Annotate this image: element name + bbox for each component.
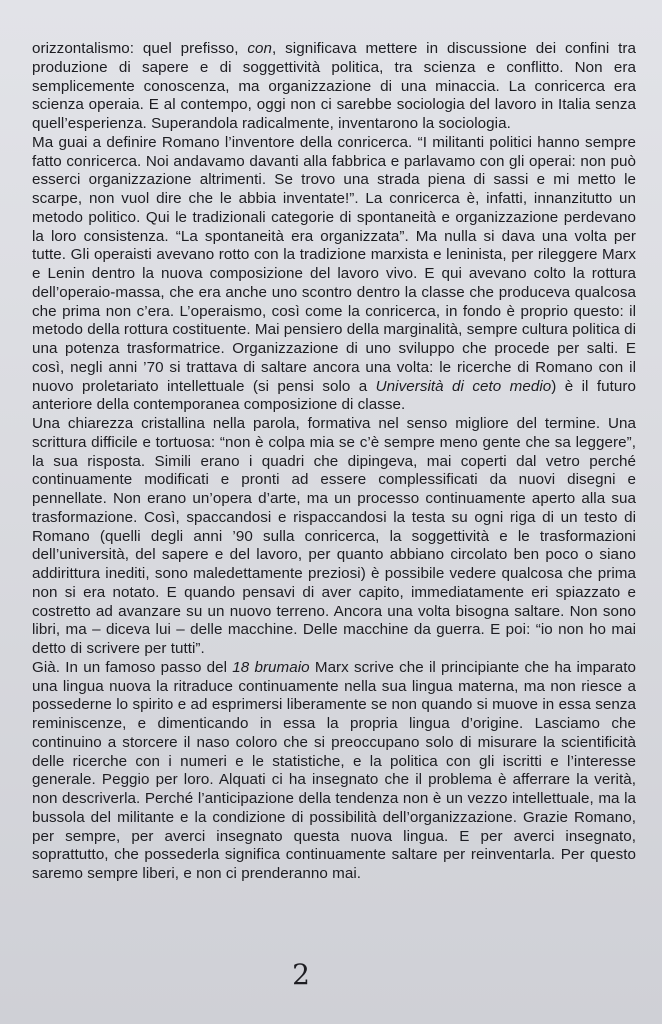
- emphasis-con: con: [247, 40, 273, 57]
- paragraph-text: Ma guai a definire Romano l’inventore della conricerca. “I militanti politici hanno sempre fatto conricerca. Noi andavamo davanti alla fabbrica e parlavamo con gli operai: non può esserci organizzazione altrimenti. Se trovo una strada piena di sassi e mi metto le scarpe, non vuol dire che le abbia inventate!”. La conricerca è, infatti, innanzitutto un metodo politico. Qui le tradizionali categorie di spontaneità e organizzazione perdevano la loro consistenza. “La spontaneità era organizzata”. Ma nulla si dava una volta per tutte. Gli operaisti avevano rotto con la tradizione marxista e leninista, per rileggere Marx e Lenin dentro la nuova composizione del lavoro vivo. E qui avevano colto la rottura dell’operaio-massa, che era anche uno scontro dentro la classe che produceva qualcosa che prima non c’era. L’operaismo, così come la conricerca, in fondo è proprio questo: il metodo della rottura costituente. Mai pensiero della marginalità, sempre cultura politica di una potenza trasformatrice. Organizzazione di uno sviluppo che procede per salti. E così, negli anni ’70 si trattava di saltare ancora una volta: le ricerche di Romano con il nuovo proletariato intellettuale (si pensi solo a: [32, 133, 636, 395]
- paragraph-3: [32, 415, 636, 659]
- paragraph-4: [32, 659, 636, 884]
- document-body: [32, 40, 636, 884]
- paragraph-text: Una chiarezza cristallina nella parola, formativa nel senso migliore del termine. Una scrittura difficile e tortuosa: “non è colpa mia se c’è sempre meno gente che sa leggere”, la sua risposta. Simili erano i quadri che dipingeva, mai coperti dal vetro perché continuamente modificati e pronti ad essere complessificati da nuovi disegni e pennellate. Non erano un’opera d’arte, ma un processo continuamente aperto alla sua trasformazione. Così, spaccandosi e rispaccandosi la testa su ogni riga di un testo di Romano (quelli degli anni ’90 sulla conricerca, la soggettività e le trasformazioni dell’università, del sapere e del lavoro, per quanto abbiano circolato ben poco o siano addirittura inediti, sono maledettamente preziosi) è possibile vedere qualcosa che prima non si era notato. E quando pensavi di aver capito, immediatamente eri spiazzato e costretto ad avanzare su un nuovo terreno. Ancora una volta bisogna saltare. Non sono libri, ma – diceva lui – delle macchine. Delle macchine da guerra. E poi: “io non ho mai detto di scrivere per tutti”.: [32, 415, 636, 657]
- page-number: 2: [292, 958, 310, 991]
- emphasis-18-brumaio: 18 brumaio: [232, 658, 310, 676]
- paragraph-1: [32, 40, 636, 134]
- paragraph-text: , significava mettere in discussione dei confini tra produzione di sapere e di soggettività politica, tra scienza e conflitto. Non era semplicemente conoscenza, ma organizzazione di una minaccia. La conricerca era scienza operaia. E al contempo, oggi non ci sarebbe sociologia del lavoro in Italia senza quell’esperienza. Superandola radicalmente, inventarono la sociologia.: [32, 40, 636, 132]
- paragraph-2: [32, 134, 636, 415]
- emphasis-book-title: Università di ceto medio: [375, 377, 552, 395]
- paragraph-text: Marx scrive che il principiante che ha imparato una lingua nuova la ritraduce continuamente nella sua lingua materna, ma non riesce a possederne lo spirito e ad esprimersi liberamente se non quando si muove in essa senza reminiscenze, e dimenticando in essa la propria lingua d’origine. Lasciamo che continuino a storcere il naso coloro che si preoccupano solo di misurare la scientificità delle ricerche con i numeri e le statistiche, e la politica con gli iscritti e l’interesse generale. Peggio per loro. Alquati ci ha insegnato che il problema è afferrare la verità, non descriverla. Perché l’anticipazione della tendenza non è un vezzo intellettuale, ma la bussola del militante e la condizione di possibilità dell’organizzazione. Grazie Romano, per sempre, per averci insegnato questa nuova lingua. E per averci insegnato, soprattutto, che possederla significa continuamente saltare per reinventarla. Per questo saremo sempre liberi, e non ci prenderanno mai.: [32, 658, 636, 882]
- paragraph-text: Già. In un famoso passo del: [32, 658, 233, 676]
- paragraph-text: orizzontalismo: quel prefisso,: [32, 40, 248, 57]
- paragraph-text: ) è il futuro anteriore della contemporanea composizione di classe.: [32, 377, 636, 414]
